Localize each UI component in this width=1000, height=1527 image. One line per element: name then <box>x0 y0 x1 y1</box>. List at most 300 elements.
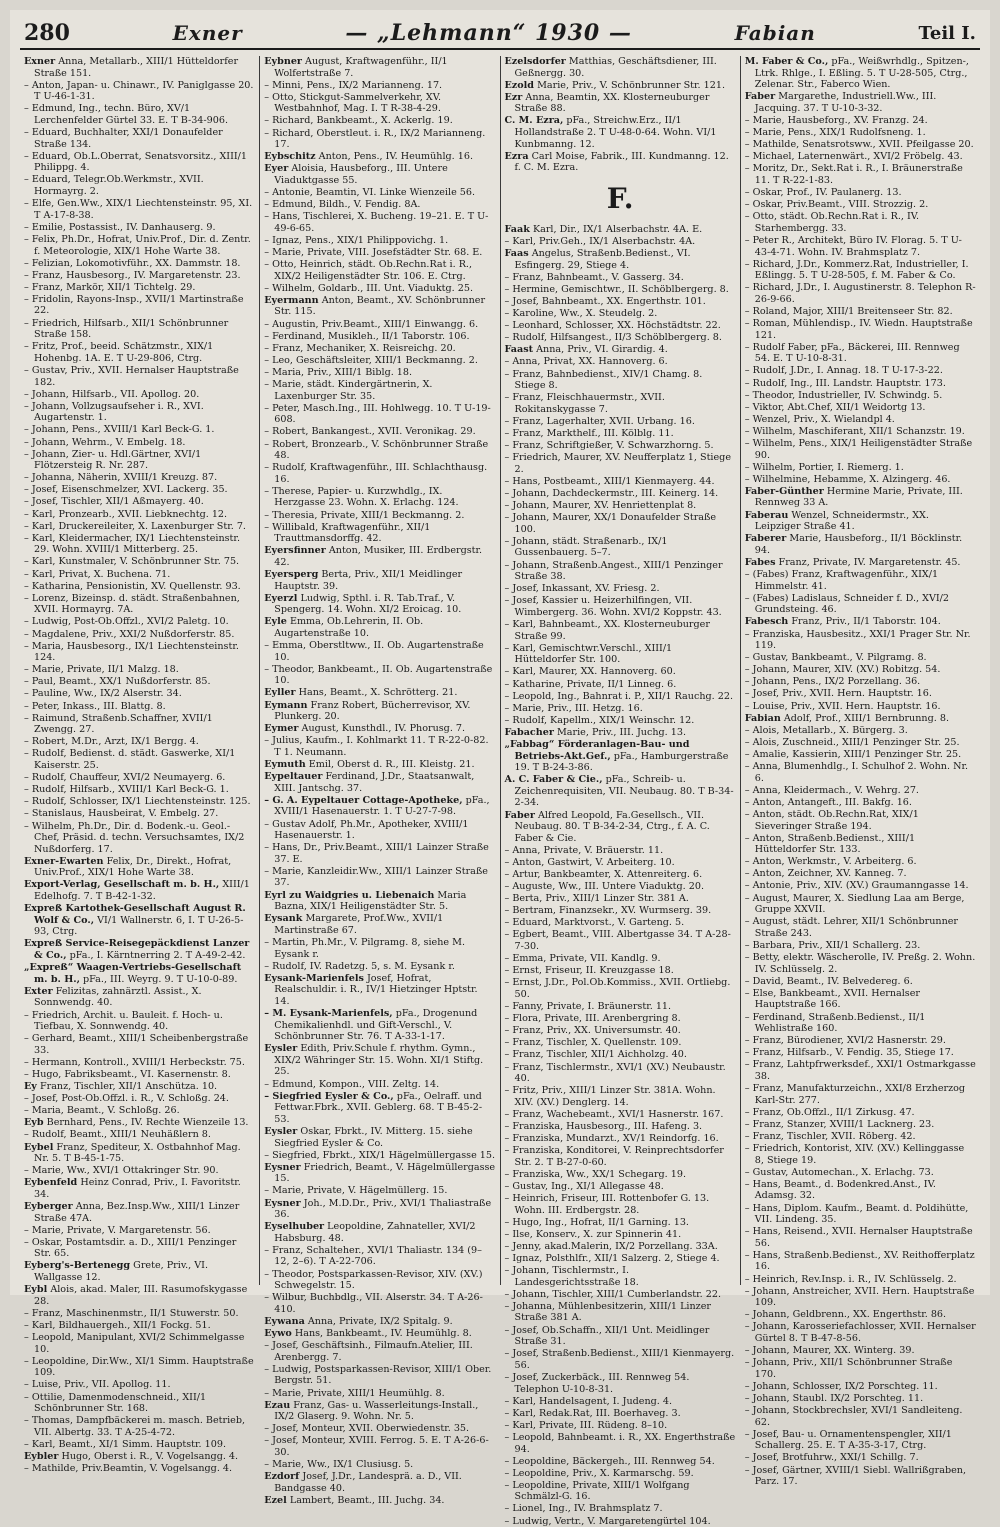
entry-text: Hans, Bankbeamt., IV. Heumühlg. 8. <box>294 1328 472 1340</box>
directory-entry <box>264 379 495 402</box>
directory-entry <box>505 1503 736 1515</box>
entry-text: – Josef, Monteur, XVIII. Ferrog. 5. E. T A-26-6-30. <box>264 1435 489 1458</box>
directory-entry <box>505 774 736 809</box>
entry-text: – Marie, Priv., III. Hetzg. 16. <box>504 702 643 714</box>
entry-text: Alois, akad. Maler, III. Rasumofskygasse 28. <box>34 1284 248 1307</box>
directory-entry <box>505 356 736 368</box>
entry-name: Eysler <box>264 1125 298 1137</box>
directory-entry <box>264 759 495 771</box>
directory-entry <box>745 1226 976 1249</box>
entry-text: – Josef, Bahnbeamt., XX. Engerthstr. 101. <box>504 296 706 307</box>
directory-entry <box>745 737 976 749</box>
directory-entry <box>505 115 736 150</box>
directory-entry <box>745 318 976 341</box>
entry-text: – Johann, Maurer, XX/1 Donaufelder Straße 100. <box>504 512 717 535</box>
directory-entry <box>745 426 976 438</box>
entry-text: – Hans, Beamt., d. Bodenkred.Anst., IV. Adamsg. 32. <box>744 1178 936 1202</box>
directory-entry <box>505 296 736 308</box>
directory-entry <box>505 1193 736 1216</box>
entry-text: – Raimund, Straßenb.Schaffner, XVII/1 Zwengg. 27. <box>24 712 213 736</box>
entry-text: – Roman, Mühlendisp., IV. Wiedn. Hauptstraße 121. <box>744 318 973 341</box>
directory-entry <box>505 236 736 248</box>
entry-text: – Fanny, Private, I. Bräunerstr. 11. <box>504 1001 672 1013</box>
directory-entry <box>264 723 495 735</box>
directory-entry <box>745 510 976 533</box>
entry-text: – Richard, Bankbeamt., X. Ackerlg. 19. <box>264 115 453 127</box>
directory-entry <box>24 1415 255 1438</box>
directory-entry <box>505 536 736 559</box>
directory-entry <box>505 488 736 500</box>
directory-entry <box>745 91 976 114</box>
directory-entry <box>745 235 976 258</box>
entry-text: – Johann, Dachdeckermstr., III. Keinerg. 14. <box>504 488 719 499</box>
directory-entry <box>264 1008 495 1043</box>
entry-text: – Leopoldine, Priv., X. Karmarschg. 59. <box>504 1467 694 1479</box>
entry-name: Ezelsdorfer <box>504 56 566 67</box>
entry-text: – Barbara, Priv., XII/1 Schallerg. 23. <box>744 939 921 951</box>
entry-text: – Marie, Ww., XVI/1 Ottakringer Str. 90. <box>24 1165 219 1177</box>
directory-entry <box>264 1198 495 1221</box>
entry-name: Eysler <box>264 1043 298 1055</box>
directory-entry <box>505 500 736 512</box>
directory-entry <box>264 439 495 462</box>
entry-text: pFa., III. Weyrg. 9. T U-10-0-89. <box>83 973 238 985</box>
entry-name: Faberau <box>744 509 789 521</box>
directory-entry <box>505 1217 736 1229</box>
entry-text: – Franz, Maschinenmstr., II/1 Stuwerstr. 50. <box>24 1307 239 1319</box>
entry-text: – Franz, Priv., XX. Universumstr. 40. <box>504 1025 681 1037</box>
directory-entry <box>505 1265 736 1288</box>
directory-entry <box>264 247 495 259</box>
directory-entry <box>745 414 976 426</box>
entry-text: – Franz, Hausbesorg., IV. Margaretenstr. 23. <box>24 269 241 281</box>
entry-name: Eybl <box>24 1284 48 1296</box>
entry-text: – Anna, Blumenhdlg., I. Schulhof 2. Wohn. Nr. 6. <box>744 761 969 784</box>
entry-text: – Gerhard, Beamt., XIII/1 Scheibenbergstraße 33. <box>24 1033 249 1056</box>
directory-entry <box>505 1181 736 1193</box>
entry-text: – Johann, Straßenb.Angest., XIII/1 Penzinger Straße 38. <box>504 559 723 583</box>
entry-name: A. C. Faber & Cie., <box>504 774 603 786</box>
directory-entry <box>264 331 495 343</box>
entry-name: Exner <box>24 56 56 67</box>
entry-text: – Hans, Straßenb.Bedienst., XV. Reithofferplatz 16. <box>744 1249 975 1273</box>
entry-text: – Emma, Oberstltww., II. Ob. Augartenstraße 10. <box>264 640 484 663</box>
entry-text: – Anton, Japan- u. Chinawr., IV. Paniglgasse 20. T U-46-1-31. <box>24 79 254 103</box>
entry-text: – Otto, Stickgut-Sammelverkehr, XV. Westbahnhof, Mag. I. T R-38-4-29. <box>264 91 441 115</box>
entry-text: – Franz, Ob.Offzl., II/1 Zirkusg. 47. <box>744 1106 915 1118</box>
directory-entry <box>24 593 255 616</box>
entry-text: – Karl, Redak.Rat, III. Boerhaveg. 3. <box>504 1407 681 1419</box>
directory-entry <box>505 1348 736 1371</box>
entry-text: – Emma, Private, VII. Kandlg. 9. <box>504 953 661 965</box>
directory-entry <box>745 115 976 127</box>
entry-text: – Therese, Papier- u. Kurzwhdlg., IX. Herzgasse 23. Wohn. X. Erlachg. 124. <box>264 485 459 509</box>
directory-entry <box>24 1320 255 1332</box>
entry-text: August, Kunsthdl., IV. Phorusg. 7. <box>301 723 466 735</box>
directory-entry <box>24 986 255 1009</box>
directory-entry <box>505 344 736 356</box>
directory-entry <box>505 1408 736 1420</box>
directory-entry <box>745 916 976 939</box>
directory-entry <box>24 962 255 985</box>
entry-text: Heinz Conrad, Priv., I. Favoritstr. 34. <box>34 1177 241 1200</box>
entry-text: – Franz, Tischler, XVII. Röberg. 42. <box>744 1130 916 1142</box>
entry-text: – Josef, Eisenschmelzer, XVI. Lackerg. 35. <box>24 484 228 496</box>
entry-text: Anna, Private, IX/2 Spitalg. 9. <box>307 1315 453 1327</box>
directory-entry <box>745 797 976 809</box>
directory-entry <box>745 486 976 509</box>
directory-entry <box>505 929 736 952</box>
entry-text: – Josef, Geschäftsinh., Filmaufn.Atelier, III. Arenbergg. 7. <box>264 1340 473 1363</box>
directory-entry <box>505 1145 736 1168</box>
entry-text: Ferdinand, J.Dr., Staatsanwalt, XIII. Jantschg. 37. <box>274 771 475 794</box>
directory-entry <box>24 1379 255 1391</box>
entry-text: – Franziska, Hausbesitz., XXI/1 Prager Str. Nr. 119. <box>744 628 971 652</box>
entry-text: – Louise, Priv., XVII. Hern. Hauptstr. 16. <box>744 700 941 712</box>
entry-text: Adolf, Prof., XIII/1 Bernbrunng. 8. <box>783 712 949 724</box>
entry-text: – Johann, Maurer, XV. Henriettenplat 8. <box>504 500 697 512</box>
entry-text: – Josef, Straßenb.Bedienst., XIII/1 Kienmayerg. 56. <box>504 1348 735 1371</box>
directory-entry <box>505 1049 736 1061</box>
entry-text: – Robert, M.Dr., Arzt, IX/1 Bergg. 4. <box>24 736 199 748</box>
directory-entry <box>745 1167 976 1179</box>
entry-text: – Johann, Geldbrenn., XX. Engerthstr. 86. <box>744 1309 947 1321</box>
entry-text: – Karoline, Ww., X. Steudelg. 2. <box>504 308 658 320</box>
entry-text: – Hugo, Fabriksbeamt., VI. Kasernenstr. 8. <box>24 1068 231 1080</box>
directory-entry <box>745 199 976 211</box>
directory-entry <box>264 1079 495 1091</box>
entry-text: – Wenzel, Priv., X. Wielandpl 4. <box>744 413 895 425</box>
entry-text: – Theodor, Industrieller, IV. Schwindg. 5. <box>744 389 943 401</box>
directory-entry <box>505 869 736 881</box>
directory-entry <box>264 1316 495 1328</box>
entry-text: – Franziska, Ww., XX/1 Schegarg. 19. <box>504 1168 687 1180</box>
column-1 <box>20 56 259 1475</box>
header-title: — „Lehmann“ 1930 — <box>345 20 632 46</box>
entry-text: – Anton, Gastwirt, V. Arbeiterg. 10. <box>504 856 675 868</box>
entry-text: – Johann, Karosseriefachlosser, XVII. Hernalser Gürtel 8. T B-47-8-56. <box>744 1321 976 1345</box>
directory-entry <box>745 306 976 318</box>
directory-entry <box>264 1388 495 1400</box>
entry-name: Eyerzl <box>264 592 298 604</box>
directory-entry <box>505 1229 736 1241</box>
entry-name: Fabesch <box>744 616 789 628</box>
entry-text: – Hans, Diplom. Kaufm., Beamt. d. Poldihütte, VII. Lindeng. 35. <box>744 1202 969 1226</box>
directory-entry <box>505 452 736 475</box>
entry-text: pFa., Oelraff. und Fettwar.Fbrk., XVII. Geblerg. 68. T B-45-2-53. <box>274 1090 483 1125</box>
directory-entry <box>505 1372 736 1395</box>
entry-text: – Johann, Zier- u. Hdl.Gärtner, XVI/1 Flötzersteig R. Nr. 287. <box>24 448 202 472</box>
entry-text: – Wilhelm, Pens., XIX/1 Heiligenstädter Straße 90. <box>744 438 973 461</box>
directory-entry <box>505 1109 736 1121</box>
directory-entry <box>24 1237 255 1260</box>
directory-entry <box>505 332 736 344</box>
entry-text: – Amalie, Kassierin, XIII/1 Penzinger Str. 25. <box>744 748 962 760</box>
directory-entry <box>264 1091 495 1126</box>
entry-text: – Johann, Tischler, XIII/1 Cumberlandstr. 22. <box>504 1288 722 1300</box>
entry-text: – Marie, Hausbeforg., XV. Franzg. 24. <box>744 114 928 126</box>
entry-text: – Peter, Inkass., III. Blattg. 8. <box>24 700 166 712</box>
directory-entry <box>24 629 255 641</box>
header-part: Teil I. <box>918 22 976 44</box>
directory-entry <box>745 725 976 737</box>
entry-text: – Eduard, Buchhalter, XXI/1 Donaufelder Straße 134. <box>24 127 223 150</box>
directory-entry <box>264 1471 495 1494</box>
entry-text: – Ignaz, Polsthlfr., XII/1 Salzerg. 2, Stiege 4. <box>504 1253 720 1264</box>
entry-name: Eyersperg <box>264 569 319 581</box>
directory-entry <box>24 1439 255 1451</box>
directory-page <box>10 10 990 1527</box>
entry-text: – Otto, Heinrich, städt. Ob.Rechn.Rat i. R., XIX/2 Heiligenstädter Str. 106. E. Ctrg. <box>264 259 473 282</box>
directory-entry <box>24 1105 255 1117</box>
directory-entry <box>24 879 255 902</box>
entry-text: – Luise, Priv., VII. Apollog. 11. <box>24 1379 171 1391</box>
directory-entry <box>24 688 255 700</box>
directory-entry <box>24 1463 255 1475</box>
entry-text: – Karl, Kunstmaler, V. Schönbrunner Str. 75. <box>24 556 240 568</box>
directory-entry <box>505 905 736 917</box>
entry-text: – Wilhelmine, Hebamme, X. Alzingerg. 46. <box>744 473 951 485</box>
directory-entry <box>264 355 495 367</box>
entry-text: – Leopoldine, Dir.Ww., XI/1 Simm. Hauptstraße 109. <box>24 1355 254 1379</box>
entry-text: – Wilhelm, Goldarb., III. Unt. Viaduktg. 25. <box>264 282 474 294</box>
directory-entry <box>505 1085 736 1108</box>
entry-text: – Lionel, Ing., IV. Brahmsplatz 7. <box>504 1503 663 1515</box>
entry-text: – Franz, Mechaniker, X. Reisreichg. 20. <box>264 342 456 354</box>
entry-text: – Anton, Werkmstr., V. Arbeiterg. 6. <box>744 856 917 868</box>
directory-entry <box>505 1396 736 1408</box>
entry-text: – Richard, Oberstleut. i. R., IX/2 Marianneng. 17. <box>264 127 486 151</box>
directory-entry <box>745 187 976 199</box>
directory-entry <box>505 151 736 174</box>
entry-text: – Leopold, Bahnbeamt. i. R., XX. Engerthstraße 94. <box>504 1431 736 1455</box>
entry-text: VI/1 Wallnerstr. 6, I. T U-26-5-93, Ctrg. <box>34 914 244 938</box>
entry-name: Fabacher <box>504 726 554 738</box>
entry-text: – Karl, Druckereileiter, X. Laxenburger Str. 7. <box>24 520 246 532</box>
directory-entry <box>505 1456 736 1468</box>
entry-text: – Franz, Markthelf., III. Kölblg. 11. <box>504 428 674 440</box>
directory-entry <box>264 295 495 318</box>
directory-entry <box>745 761 976 784</box>
directory-entry <box>264 913 495 936</box>
entry-text: – Eduard, Marktvorst., V. Garteng. 5. <box>504 917 685 929</box>
entry-text: – Willibald, Kraftwagenführ., XII/1 Trauttmansdorffg. 42. <box>264 521 431 545</box>
entry-text: – Karl, Private, III. Rüdeng. 8–10. <box>504 1419 668 1431</box>
directory-entry <box>745 893 976 916</box>
directory-entry <box>745 462 976 474</box>
directory-entry <box>505 893 736 905</box>
entry-text: Marie, Hausbeforg., II/1 Böcklinstr. 94. <box>754 533 963 556</box>
entry-text: – Alois, Zuschneid., XIII/1 Penzinger Str. 25. <box>744 736 960 748</box>
directory-entry <box>264 510 495 522</box>
entry-text: – Edmund, Ing., techn. Büro, XV/1 Lerchenfelder Gürtel 33. E. T B-34-906. <box>24 103 229 126</box>
directory-entry <box>264 235 495 247</box>
directory-entry <box>24 365 255 388</box>
directory-entry <box>264 187 495 199</box>
directory-entry <box>24 1165 255 1177</box>
directory-entry <box>264 937 495 960</box>
directory-entry <box>264 545 495 568</box>
directory-entry <box>745 365 976 377</box>
entry-name: Faast <box>504 344 534 356</box>
directory-entry <box>745 676 976 688</box>
entry-name: Eymer <box>264 723 299 735</box>
entry-text: Anna, Beamtin, XX. Klosterneuburger Straße 88. <box>514 91 710 115</box>
entry-text: – Rudolf, Hilfsarb., XVIII/1 Karl Beck-G. 1. <box>24 784 229 796</box>
entry-text: – Betty, elektr. Wäscherolle, IV. Preßg. 2. Wohn. IV. Schlüsselg. 2. <box>744 952 976 975</box>
entry-text: – Theresia, Private, XIII/1 Beckmanng. 2. <box>264 509 465 521</box>
entry-name: Faas <box>504 248 529 260</box>
entry-text: – Josef, Gärtner, XVIII/1 Siebl. Wallrißgraben, Parz. 17. <box>744 1464 967 1488</box>
entry-text: – Maria, Hausbesorg., IX/1 Liechtensteinstr. 124. <box>24 640 239 664</box>
entry-text: – Felix, Ph.Dr., Hofrat, Univ.Prof., Dir. d. Zentr. f. Meteorologie, XIX/1 Hohe Warte 38. <box>24 233 251 257</box>
directory-entry <box>24 1225 255 1237</box>
entry-text: – Wilhelm, Maschiferant, XII/1 Schanzstr. 19. <box>744 425 965 437</box>
directory-entry <box>264 367 495 379</box>
entry-text: – Johann, Maurer, XX. Winterg. 39. <box>744 1345 915 1357</box>
directory-entry <box>745 1047 976 1059</box>
entry-text: XIII/1 Edelhofg. 7. T B-42-1-32. <box>34 879 250 903</box>
directory-entry <box>505 284 736 296</box>
directory-entry <box>264 56 495 79</box>
page-number: 280 <box>24 20 70 46</box>
entry-text: – Franz, Schriftgießer, V. Schwarzhorng. 5. <box>504 440 714 452</box>
entry-text: Aloisia, Hausbeforg., III. Untere Viaduktgasse 55. <box>274 163 448 186</box>
directory-entry <box>24 424 255 436</box>
directory-entry <box>264 211 495 234</box>
entry-text: – Maria, Beamt., V. Schloßg. 26. <box>24 1105 180 1117</box>
entry-text: – Johann, Schlosser, IX/2 Porschteg. 11. <box>744 1380 938 1392</box>
directory-entry <box>24 772 255 784</box>
entry-text: pFa., Streichw.Erz., II/1 Hollandstraße 2. T U-48-0-64. Wohn. VI/1 Kunbmanng. 12. <box>514 115 717 150</box>
entry-text: Karl, Dir., IX/1 Alserbachstr. 4A. E. <box>532 223 703 235</box>
entry-text: Anton, Beamt., XV. Schönbrunner Str. 115. <box>274 294 486 318</box>
entry-text: Hans, Beamt., X. Schrötterg. 21. <box>298 687 458 699</box>
entry-text: – Auguste, Ww., III. Untere Viaduktg. 20. <box>504 881 705 893</box>
directory-entry <box>24 1010 255 1033</box>
entry-text: – Rudolf, J.Dr., I. Annag. 18. T U-17-3-22. <box>744 365 943 377</box>
entry-name: Eyersfinner <box>264 545 326 557</box>
entry-name: Eyermann <box>264 294 319 306</box>
directory-entry <box>264 735 495 758</box>
directory-entry <box>505 1432 736 1455</box>
directory-entry <box>264 1459 495 1471</box>
directory-entry <box>505 917 736 929</box>
entry-text: – Leo, Geschäftsleiter, XIII/1 Beckmanng. 2. <box>264 354 478 366</box>
entry-text: August, Kraftwagenführ., II/1 Wolfertstraße 7. <box>274 56 448 79</box>
entry-text: – Marie, Private, V. Hägelmüllerg. 15. <box>264 1185 448 1197</box>
directory-entry <box>505 308 736 320</box>
directory-entry <box>24 1129 255 1141</box>
entry-text: – Rudolf, Beamt., XIII/1 Neuhäßlern 8. <box>24 1129 211 1141</box>
entry-text: – David, Beamt., IV. Belvedereg. 6. <box>744 975 913 987</box>
entry-text: – Fritz, Prof., beeid. Schätzmstr., XIX/1 Hohenbg. 1A. E. T U-29-806, Ctrg. <box>24 341 214 364</box>
entry-text: – Jenny, akad.Malerin, IX/2 Porzellang. 33A. <box>504 1240 718 1252</box>
directory-entry <box>24 341 255 364</box>
directory-entry <box>505 428 736 440</box>
directory-entry <box>505 965 736 977</box>
directory-entry <box>264 151 495 163</box>
page-header <box>20 18 980 50</box>
entry-text: pFa., I. Kärntnerring 2. T A-49-2-42. <box>69 950 246 962</box>
directory-entry <box>264 1245 495 1268</box>
entry-text: – Friedrich, Archit. u. Bauleit. f. Hoch- u. Tiefbau, X. Sonnwendg. 40. <box>24 1009 223 1033</box>
entry-text: – Pauline, Ww., IX/2 Alserstr. 34. <box>24 688 182 700</box>
entry-name: Faberer <box>744 533 787 545</box>
directory-entry <box>264 259 495 282</box>
entry-text: – Robert, Bronzearb., V. Schönbrunner Straße 48. <box>264 438 489 462</box>
entry-text: – Rudolf, Kapellm., XIX/1 Weinschr. 12. <box>504 714 695 726</box>
directory-entry <box>505 476 736 488</box>
entry-name: Eypeltauer <box>264 771 323 783</box>
entry-name: Exner-Ewarten <box>24 855 104 867</box>
entry-text: – Hans, Dr., Priv.Beamt., XIII/1 Lainzer Straße 37. E. <box>264 842 489 865</box>
directory-entry <box>745 1465 976 1488</box>
entry-text: – Thomas, Dampfbäckerei m. masch. Betrieb, VII. Albertg. 33. T A-25-4-72. <box>24 1415 246 1438</box>
entry-name: – G. A. Eypeltauer Cottage-Apotheke, <box>264 794 463 806</box>
entry-text: Matthias, Geschäftsdiener, III. Geßnergg. 30. <box>514 56 717 79</box>
entry-text: – Oskar, Prof., IV. Paulanerg. 13. <box>744 187 902 199</box>
entry-text: – Richard, J.Dr., I. Augustinerstr. 8. Telephon R-26-9-66. <box>744 282 976 305</box>
entry-name: Ezau <box>264 1399 291 1411</box>
entry-text: – Josef, Zuckerbäck., III. Rennweg 54. Telephon U-10-8-31. <box>504 1371 690 1395</box>
directory-entry <box>264 890 495 913</box>
entry-text: – Bertram, Finanzsekr., XV. Wurmserg. 39. <box>504 905 712 917</box>
entry-text: – Josef, Monteur, XVII. Oberwiedenstr. 35. <box>264 1423 470 1435</box>
entry-text: – Egbert, Beamt., VIII. Albertgasse 34. T A-28-7-30. <box>504 929 731 953</box>
directory-entry <box>24 748 255 771</box>
entry-text: – Gustav, Bankbeamt., V. Pilgramg. 8. <box>744 652 927 664</box>
entry-name: Eysank-Marienfels <box>264 972 364 984</box>
entry-text: – Felizian, Lokomotivführ., XX. Dammstr. 18. <box>24 257 241 269</box>
entry-text: – Josef, Post-Ob.Offzl. i. R., V. Schloßg. 24. <box>24 1093 229 1105</box>
directory-entry <box>505 1301 736 1324</box>
entry-text: Lambert, Beamt., III. Juchg. 34. <box>289 1494 445 1506</box>
entry-name: Faak <box>504 223 530 235</box>
directory-entry <box>745 616 976 628</box>
entry-text: – Rudolf, Chauffeur, XVI/2 Neumayerg. 6. <box>24 772 226 784</box>
directory-entry <box>505 1289 736 1301</box>
directory-entry <box>505 1253 736 1265</box>
directory-entry <box>745 629 976 652</box>
entry-text: – Anna, Private, V. Bräuerstr. 11. <box>504 844 664 856</box>
entry-text: – Wilbur, Buchbdlg., VII. Alserstr. 34. T A-26-410. <box>264 1292 483 1315</box>
entry-text: – Johann, Pens., XVIII/1 Karl Beck-G. 1. <box>24 424 215 436</box>
directory-entry <box>264 593 495 616</box>
directory-entry <box>24 127 255 150</box>
entry-text: – Magdalene, Priv., XXI/2 Nußdorferstr. 85. <box>24 628 235 640</box>
directory-entry <box>745 1429 976 1452</box>
entry-text: Josef, J.Dr., Landesprä. a. D., VII. Bandgasse 40. <box>274 1471 462 1494</box>
entry-text: – Moritz, Dr., Sekt.Rat i. R., I. Bräunerstraße 11. T R-22-1-83. <box>744 163 963 186</box>
directory-entry <box>264 343 495 355</box>
directory-entry <box>505 1025 736 1037</box>
entry-text: – Marie, Ww., IX/1 Clusiusg. 5. <box>264 1459 414 1471</box>
directory-entry <box>264 569 495 592</box>
entry-text: pFa., XVIII/1 Hasenauerstr. 1. T U-27-7-98. <box>274 794 490 818</box>
entry-text: pFa., Hamburgerstraße 19. T B-24-3-86. <box>514 750 729 774</box>
directory-entry <box>264 1162 495 1185</box>
entry-text: – Maria, Priv., XIII/1 Biblg. 18. <box>264 366 413 378</box>
directory-entry <box>505 679 736 691</box>
directory-entry <box>24 1308 255 1320</box>
directory-entry <box>264 1185 495 1197</box>
directory-entry <box>24 676 255 688</box>
entry-text: – Marie, Kanzleidir.Ww., XIII/1 Lainzer Straße 37. <box>264 865 488 889</box>
entry-name: Expreß Kartothek-Gesellschaft August R. Wolf & Co., <box>24 903 246 926</box>
directory-entry <box>745 593 976 616</box>
directory-entry <box>745 856 976 868</box>
